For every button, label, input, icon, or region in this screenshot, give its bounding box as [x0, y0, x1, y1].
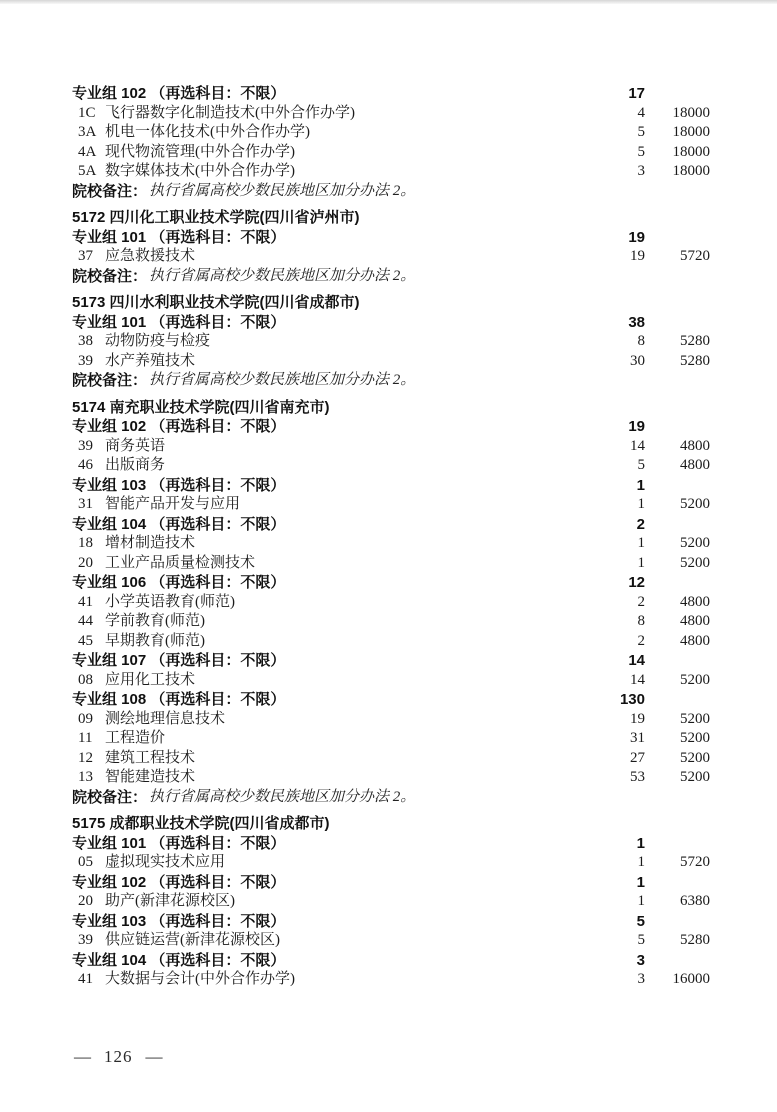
major-tuition-fee: 5200 [680, 554, 710, 571]
major-name: 智能产品开发与应用 [105, 496, 241, 512]
page-number: 126 [104, 1047, 133, 1066]
major-code: 20 [78, 893, 93, 909]
major-row [72, 495, 710, 515]
group-row [72, 651, 710, 671]
major-tuition-fee: 5280 [680, 333, 710, 349]
group-row [72, 417, 710, 437]
group-row [72, 476, 710, 496]
major-tuition-fee: 5280 [680, 352, 710, 369]
note-label: 院校备注： [72, 788, 148, 806]
document-body [72, 84, 710, 990]
major-code: 08 [78, 671, 93, 688]
group-label: 专业组 107 （再选科目：不限） [72, 652, 286, 669]
group-row [72, 873, 710, 893]
major-plan-count: 31 [630, 730, 645, 746]
major-plan-count: 1 [637, 535, 645, 551]
major-code: 38 [78, 333, 93, 349]
major-tuition-fee: 4800 [680, 457, 710, 473]
note-label: 院校备注： [72, 372, 148, 389]
major-tuition-fee: 4800 [680, 632, 710, 649]
group-fee-spacer [645, 84, 710, 104]
major-row [72, 332, 710, 352]
major-tuition-fee: 18000 [672, 104, 710, 121]
note-text: 执行省属高校少数民族地区加分办法 2。 [149, 372, 416, 388]
major-code: 20 [78, 554, 93, 571]
group-fee-spacer [645, 690, 710, 710]
group-plan-count: 14 [628, 652, 645, 669]
note-label: 院校备注： [72, 267, 148, 285]
major-tuition-fee: 4800 [680, 593, 710, 610]
group-fee-spacer [645, 651, 710, 671]
group-row [72, 951, 710, 971]
group-row [72, 228, 710, 248]
major-row [72, 931, 710, 951]
group-plan-count: 19 [628, 228, 645, 246]
school-header [72, 208, 710, 228]
major-tuition-fee: 5200 [680, 749, 710, 766]
major-plan-count: 1 [637, 554, 645, 571]
major-plan-count: 19 [630, 248, 645, 264]
major-row [72, 104, 710, 124]
group-fee-spacer [645, 912, 710, 932]
footer-dash-left: — [74, 1047, 91, 1066]
major-code: 4A [78, 143, 97, 160]
group-plan-count: 1 [636, 873, 645, 891]
major-plan-count: 4 [637, 104, 645, 121]
group-plan-count: 2 [636, 515, 645, 533]
major-code: 44 [78, 613, 93, 629]
major-row [72, 247, 710, 267]
group-fee-spacer [645, 417, 710, 437]
major-row [72, 892, 710, 912]
major-row [72, 612, 710, 632]
major-plan-count: 8 [637, 333, 645, 349]
major-name: 出版商务 [105, 457, 166, 473]
major-name: 学前教育(师范) [105, 613, 205, 629]
major-plan-count: 5 [637, 124, 645, 140]
group-label: 专业组 102 （再选科目：不限） [72, 418, 286, 435]
major-row [72, 710, 710, 730]
major-plan-count: 14 [630, 671, 645, 688]
major-code: 41 [78, 971, 93, 987]
major-row [72, 768, 710, 788]
school-header [72, 398, 710, 418]
page-footer [74, 1046, 163, 1068]
group-label: 专业组 103 （再选科目：不限） [72, 476, 286, 494]
group-row [72, 573, 710, 593]
major-plan-count: 5 [637, 457, 645, 473]
major-name: 供应链运营(新津花源校区) [105, 932, 280, 948]
group-plan-count: 12 [628, 574, 645, 591]
note-row [72, 267, 710, 287]
group-label: 专业组 103 （再选科目：不限） [72, 912, 286, 930]
group-row [72, 834, 710, 854]
major-name: 飞行器数字化制造技术(中外合作办学) [105, 104, 355, 121]
group-plan-count: 3 [636, 951, 645, 969]
major-plan-count: 5 [637, 932, 645, 948]
major-row [72, 970, 710, 990]
major-name: 商务英语 [105, 437, 166, 454]
major-plan-count: 2 [637, 632, 645, 649]
major-tuition-fee: 18000 [672, 124, 710, 140]
school-header [72, 293, 710, 313]
group-label: 专业组 102 （再选科目：不限） [72, 85, 286, 102]
group-fee-spacer [645, 951, 710, 971]
major-row [72, 632, 710, 652]
major-tuition-fee: 5200 [680, 535, 710, 551]
group-label: 专业组 104 （再选科目：不限） [72, 951, 286, 969]
major-plan-count: 8 [637, 613, 645, 629]
major-plan-count: 14 [630, 437, 645, 454]
major-row [72, 593, 710, 613]
major-row [72, 143, 710, 163]
major-tuition-fee: 5720 [680, 854, 710, 870]
major-plan-count: 5 [637, 143, 645, 160]
major-tuition-fee: 18000 [672, 143, 710, 160]
group-row [72, 84, 710, 104]
major-tuition-fee: 18000 [672, 163, 710, 179]
major-row [72, 534, 710, 554]
major-name: 工业产品质量检测技术 [105, 554, 256, 571]
major-row [72, 456, 710, 476]
school-name: 5173 四川水利职业技术学院(四川省成都市) [72, 294, 360, 311]
group-plan-count: 38 [628, 313, 645, 331]
group-label: 专业组 106 （再选科目：不限） [72, 574, 286, 591]
major-tuition-fee: 4800 [680, 437, 710, 454]
school-block [72, 814, 710, 990]
major-code: 46 [78, 457, 93, 473]
group-plan-count: 19 [628, 418, 645, 435]
school-name: 5172 四川化工职业技术学院(四川省泸州市) [72, 209, 360, 226]
major-plan-count: 1 [637, 854, 645, 870]
note-row [72, 371, 710, 391]
group-label: 专业组 101 （再选科目：不限） [72, 228, 286, 246]
group-fee-spacer [645, 515, 710, 535]
major-code: 37 [78, 248, 93, 264]
major-code: 41 [78, 593, 93, 610]
major-tuition-fee: 6380 [680, 893, 710, 909]
note-row [72, 788, 710, 808]
footer-dash-right: — [145, 1047, 163, 1066]
group-label: 专业组 101 （再选科目：不限） [72, 313, 286, 331]
group-plan-count: 130 [619, 691, 645, 708]
school-name: 5175 成都职业技术学院(四川省成都市) [72, 815, 330, 832]
major-name: 测绘地理信息技术 [105, 710, 226, 727]
major-plan-count: 1 [637, 893, 645, 909]
school-header [72, 814, 710, 834]
note-text: 执行省属高校少数民族地区加分办法 2。 [149, 267, 416, 284]
group-label: 专业组 104 （再选科目：不限） [72, 515, 286, 533]
major-plan-count: 3 [637, 971, 645, 987]
major-plan-count: 1 [637, 496, 645, 512]
page-top-edge [0, 0, 777, 4]
school-block [72, 398, 710, 808]
major-code: 12 [78, 749, 93, 766]
major-row [72, 749, 710, 769]
group-fee-spacer [645, 228, 710, 248]
major-code: 13 [78, 769, 93, 785]
school-block [72, 293, 710, 391]
major-code: 09 [78, 710, 93, 727]
major-name: 助产(新津花源校区) [105, 893, 235, 909]
group-fee-spacer [645, 834, 710, 854]
major-code: 11 [78, 730, 93, 746]
major-plan-count: 19 [630, 710, 645, 727]
major-row [72, 437, 710, 457]
group-fee-spacer [645, 573, 710, 593]
group-plan-count: 1 [636, 834, 645, 852]
major-name: 水产养殖技术 [105, 352, 196, 369]
major-tuition-fee: 5200 [680, 769, 710, 785]
major-name: 小学英语教育(师范) [105, 593, 235, 610]
major-code: 3A [78, 124, 97, 140]
major-tuition-fee: 5280 [680, 932, 710, 948]
major-name: 建筑工程技术 [105, 749, 196, 766]
major-code: 05 [78, 854, 93, 870]
major-tuition-fee: 4800 [680, 613, 710, 629]
major-code: 18 [78, 535, 93, 551]
major-name: 现代物流管理(中外合作办学) [105, 143, 295, 160]
major-name: 应急救援技术 [105, 248, 196, 264]
major-name: 数字媒体技术(中外合作办学) [105, 163, 295, 179]
major-code: 39 [78, 932, 93, 948]
note-row [72, 182, 710, 202]
note-text: 执行省属高校少数民族地区加分办法 2。 [149, 182, 416, 199]
major-name: 机电一体化技术(中外合作办学) [105, 124, 310, 140]
major-row [72, 123, 710, 143]
major-tuition-fee: 5200 [680, 710, 710, 727]
major-code: 45 [78, 632, 93, 649]
major-tuition-fee: 5720 [680, 248, 710, 264]
major-row [72, 554, 710, 574]
major-plan-count: 30 [630, 352, 645, 369]
major-name: 应用化工技术 [105, 671, 196, 688]
major-row [72, 162, 710, 182]
major-row [72, 729, 710, 749]
group-fee-spacer [645, 873, 710, 893]
major-plan-count: 27 [630, 749, 645, 766]
group-row [72, 690, 710, 710]
major-code: 5A [78, 163, 97, 179]
note-label: 院校备注： [72, 182, 148, 200]
major-plan-count: 53 [630, 769, 645, 785]
major-row [72, 853, 710, 873]
major-plan-count: 2 [637, 593, 645, 610]
group-label: 专业组 101 （再选科目：不限） [72, 834, 286, 852]
group-fee-spacer [645, 313, 710, 333]
note-text: 执行省属高校少数民族地区加分办法 2。 [149, 788, 416, 805]
major-name: 智能建造技术 [105, 769, 196, 785]
major-tuition-fee: 5200 [680, 730, 710, 746]
major-tuition-fee: 16000 [672, 971, 710, 987]
major-code: 39 [78, 352, 93, 369]
group-fee-spacer [645, 476, 710, 496]
major-name: 大数据与会计(中外合作办学) [105, 971, 295, 987]
group-plan-count: 5 [636, 912, 645, 930]
group-label: 专业组 108 （再选科目：不限） [72, 691, 286, 708]
group-plan-count: 17 [628, 85, 645, 102]
major-code: 31 [78, 496, 93, 512]
major-tuition-fee: 5200 [680, 671, 710, 688]
group-plan-count: 1 [636, 476, 645, 494]
major-tuition-fee: 5200 [680, 496, 710, 512]
major-row [72, 352, 710, 372]
school-name: 5174 南充职业技术学院(四川省南充市) [72, 398, 330, 416]
school-block [72, 208, 710, 286]
major-code: 1C [78, 104, 96, 121]
school-block [72, 84, 710, 201]
major-row [72, 671, 710, 691]
group-row [72, 912, 710, 932]
group-row [72, 313, 710, 333]
major-name: 增材制造技术 [105, 535, 196, 551]
major-name: 虚拟现实技术应用 [105, 854, 226, 870]
major-name: 动物防疫与检疫 [105, 333, 211, 349]
group-label: 专业组 102 （再选科目：不限） [72, 873, 286, 891]
major-code: 39 [78, 437, 93, 454]
major-name: 工程造价 [105, 730, 166, 746]
major-name: 早期教育(师范) [105, 632, 205, 649]
major-plan-count: 3 [637, 163, 645, 179]
group-row [72, 515, 710, 535]
